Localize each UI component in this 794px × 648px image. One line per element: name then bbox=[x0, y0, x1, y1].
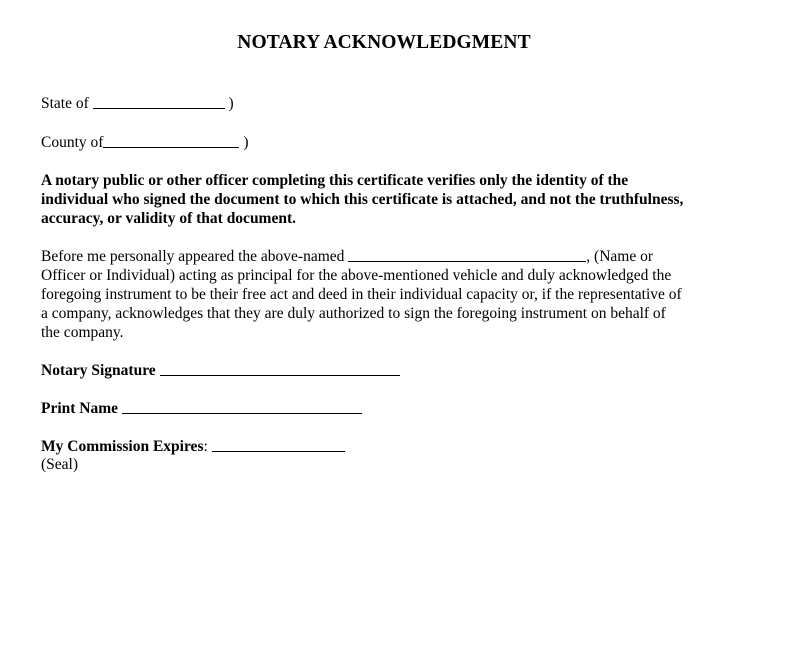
notary-signature-line bbox=[41, 360, 400, 380]
document-title: NOTARY ACKNOWLEDGMENT bbox=[237, 32, 531, 53]
county-close-paren: ) bbox=[243, 134, 249, 151]
state-line bbox=[41, 93, 234, 113]
commission-blank[interactable] bbox=[212, 437, 345, 452]
paragraph-line: foregoing instrument to be their free act and deed in their individual capacity or, if the representative of bbox=[41, 286, 682, 303]
paragraph-line: a company, acknowledges that they are duly authorized to sign the foregoing instrument on behalf of bbox=[41, 305, 666, 322]
paragraph-line bbox=[41, 246, 751, 266]
print-name-line bbox=[41, 398, 362, 418]
notary-signature-label: Notary Signature bbox=[41, 362, 156, 379]
state-blank[interactable] bbox=[93, 94, 225, 109]
disclaimer-line: individual who signed the document to which this certificate is attached, and not the truthfulness, bbox=[41, 191, 684, 208]
seal-line: (Seal) bbox=[41, 456, 79, 473]
print-name-blank[interactable] bbox=[122, 399, 362, 414]
print-name-label: Print Name bbox=[41, 400, 119, 417]
notary-signature-blank[interactable] bbox=[160, 361, 400, 376]
paragraph-line: the company. bbox=[41, 324, 124, 341]
state-close-paren: ) bbox=[228, 95, 234, 112]
paragraph-line1-end: , (Name or bbox=[586, 248, 653, 265]
commission-label: My Commission Expires bbox=[41, 438, 204, 455]
named-person-blank[interactable] bbox=[348, 247, 586, 262]
paragraph-line1-start: Before me personally appeared the above-named bbox=[41, 248, 345, 265]
disclaimer-line: A notary public or other officer completing this certificate verifies only the identity of the bbox=[41, 172, 629, 189]
disclaimer-text bbox=[41, 171, 741, 228]
disclaimer-line: accuracy, or validity of that document. bbox=[41, 210, 297, 227]
commission-colon: : bbox=[203, 438, 208, 455]
commission-line bbox=[41, 436, 345, 456]
county-line bbox=[41, 132, 248, 152]
state-label: State of bbox=[41, 95, 89, 112]
acknowledgment-paragraph bbox=[41, 246, 751, 342]
county-blank[interactable] bbox=[103, 133, 239, 148]
county-label: County of bbox=[41, 134, 104, 151]
paragraph-line: Officer or Individual) acting as principal for the above-mentioned vehicle and duly acknowledged the bbox=[41, 267, 672, 284]
